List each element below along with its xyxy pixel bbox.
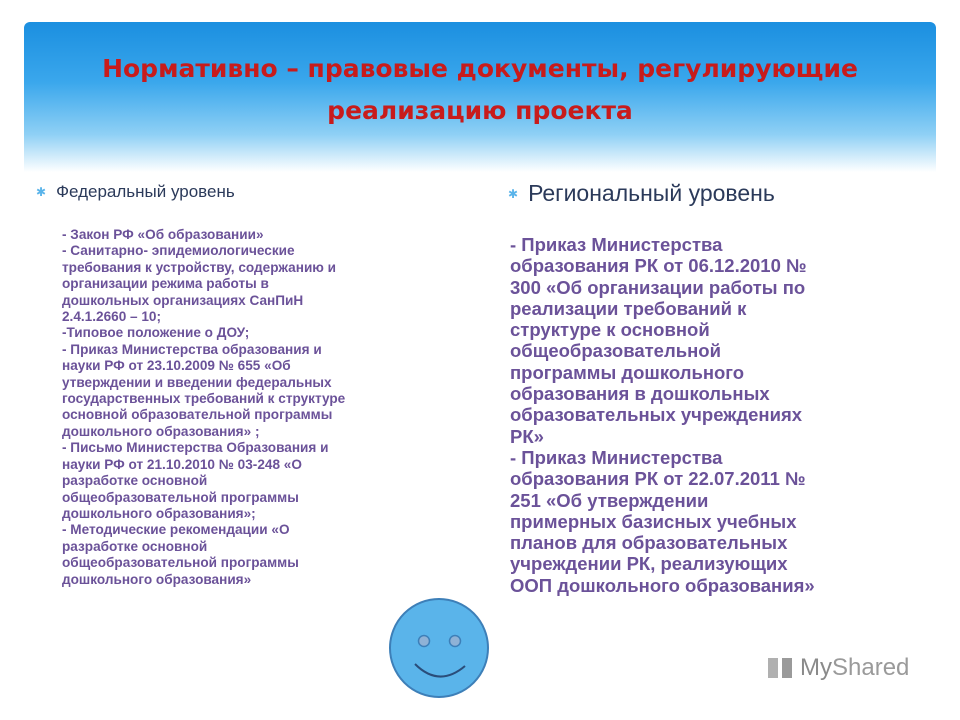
myshared-logo-icon (766, 654, 909, 682)
regional-heading-label: Региональный уровень (528, 180, 775, 206)
federal-heading-label: Федеральный уровень (56, 182, 235, 201)
watermark-rest: Shared (832, 654, 910, 681)
federal-heading (36, 182, 235, 202)
regional-documents-text: - Приказ Министерства образования РК от 06.12.2010 № 300 «Об организации работы по реализации требований к структуре к основной общеобразовательной программы дошкольного образования в дошкольных образовательных учреждениях РК» - Приказ Министерства образования РК от 22.07.2011 № 251 «Об утверждении примерных базисных учебных планов для образовательных учреждении РК, реализующих ООП дошкольного образования» (510, 234, 815, 596)
watermark-my: My (800, 654, 832, 681)
asterisk-bullet-icon: ✱ (508, 186, 519, 201)
smiley-face-icon (387, 596, 491, 700)
federal-documents-text: - Закон РФ «Об образовании» - Санитарно- эпидемиологические требования к устройству, содержанию и организации режима работы в дошкольных организациях СанПиН 2.4.1.2660 – 10; -Типовое положение о ДОУ; - Приказ Министерства образования и науки РФ от 23.10.2009 № 655 «Об утверждении и введении федеральных государственных требований к структуре основной образовательной программы дошкольного образования» ; - Письмо Министерства Образования и науки РФ от 21.10.2010 № 03-248 «О разработке основной общеобразовательной программы дошкольного образования»; - Методические рекомендации «О разработке основной общеобразовательной программы дошкольного образования» (62, 227, 346, 587)
asterisk-bullet-icon: ✱ (36, 185, 47, 199)
watermark-mark-icon (766, 654, 796, 682)
regional-heading (508, 180, 775, 207)
slide-title: Нормативно – правовые документы, регулирующие реализацию проекта (102, 54, 858, 125)
